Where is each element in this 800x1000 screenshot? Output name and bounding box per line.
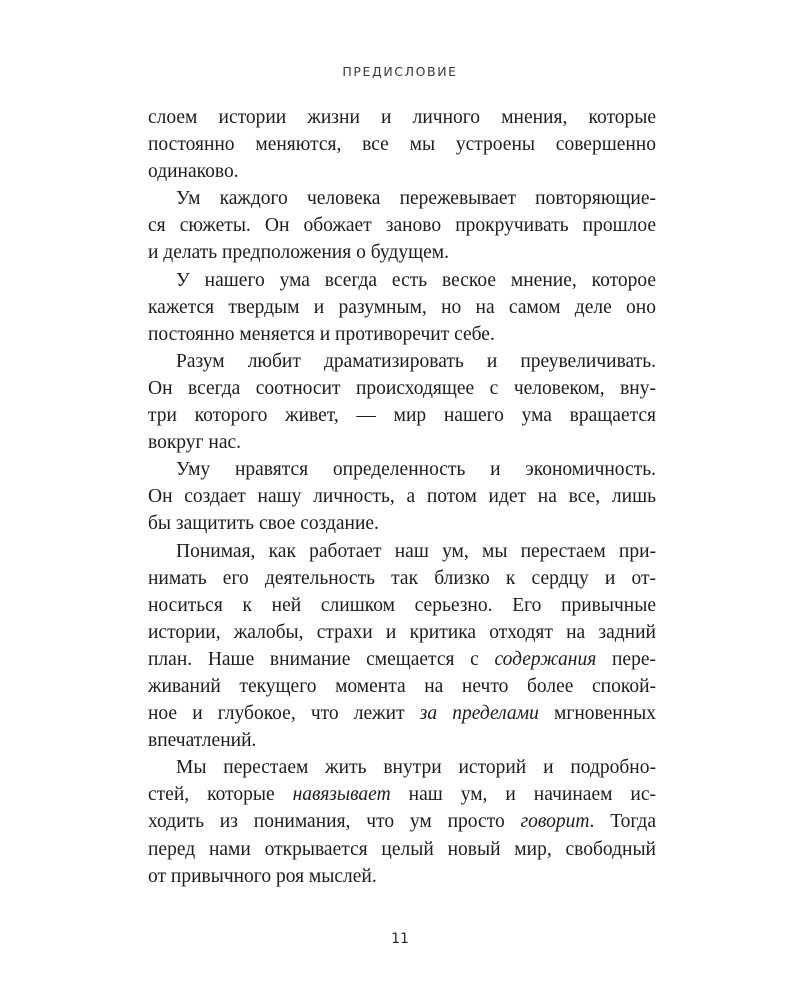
paragraph-3: [148, 267, 656, 348]
paragraph-2: [148, 185, 656, 266]
emphasis-text: за пределами: [419, 703, 539, 725]
text-run: ное и глубокое, что лежит: [148, 703, 420, 725]
text-line: ся сюжеты. Он обожает заново прокручивать прошлое: [148, 215, 656, 237]
page-number: 11: [391, 931, 409, 947]
text-line: постоянно меняется и противоречит себе.: [148, 323, 495, 345]
text-line: от привычного роя мыслей.: [148, 865, 377, 887]
text-line: Уму нравятся определенность и экономичность.: [176, 459, 656, 481]
text-line: [148, 808, 656, 835]
text-run: мгновенных: [538, 703, 657, 725]
text-line: одинаково.: [148, 161, 239, 183]
text-line: вокруг нас.: [148, 432, 242, 454]
text-line: Понимая, как работает наш ум, мы перестаем при-: [176, 540, 656, 562]
text-line: и делать предположения о будущем.: [148, 242, 449, 264]
text-line: перед нами открывается целый новый мир, свободный: [148, 838, 656, 860]
text-run: план. Наше внимание смещается с: [148, 648, 495, 670]
text-line: Разум любит драматизировать и преувеличивать.: [176, 350, 656, 372]
text-run: . Тогда: [589, 811, 656, 833]
paragraph-4: [148, 348, 656, 456]
text-line: Мы перестаем жить внутри историй и подробно-: [176, 757, 656, 779]
text-line: впечатлений.: [148, 730, 257, 752]
paragraph-6: [148, 538, 656, 755]
text-line: Он всегда соотносит происходящее с человеком, вну-: [148, 377, 656, 399]
text-line: слоем истории жизни и личного мнения, которые: [148, 107, 656, 128]
text-run: пере-: [596, 648, 656, 670]
text-line: живаний текущего момента на нечто более спокой-: [148, 675, 656, 697]
text-line: У нашего ума всегда есть веское мнение, которое: [176, 269, 656, 291]
text-line: [148, 646, 656, 673]
text-line: Ум каждого человека пережевывает повторяющие-: [176, 188, 656, 210]
text-line: кажется твердым и разумным, но на самом деле оно: [148, 296, 656, 318]
main-text: [148, 104, 656, 890]
emphasis-text: навязывает: [292, 784, 391, 806]
text-line: постоянно меняются, все мы устроены совершенно: [148, 134, 656, 156]
running-header: ПРЕДИСЛОВИЕ: [342, 64, 458, 79]
text-line: нимать его деятельность так близко к сердцу и от-: [148, 567, 656, 589]
text-line: [148, 700, 656, 727]
text-line: три которого живет, — мир нашего ума вращается: [148, 405, 656, 427]
text-line: носиться к ней слишком серьезно. Его привычные: [148, 594, 656, 616]
text-run: стей, которые: [148, 784, 293, 806]
text-line: бы защитить свое создание.: [148, 513, 379, 535]
emphasis-text: говорит: [520, 811, 590, 833]
text-run: наш ум, и начинаем ис-: [390, 784, 656, 806]
text-run: ходить из понимания, что ум просто: [148, 811, 521, 833]
text-line: истории, жалобы, страхи и критика отходят на задний: [148, 621, 656, 643]
paragraph-5: [148, 456, 656, 537]
emphasis-text: содержания: [494, 648, 597, 670]
text-line: Он создает нашу личность, а потом идет на все, лишь: [148, 486, 656, 508]
paragraph-7: [148, 754, 656, 889]
text-line: [148, 781, 656, 808]
paragraph-1: [148, 104, 656, 185]
